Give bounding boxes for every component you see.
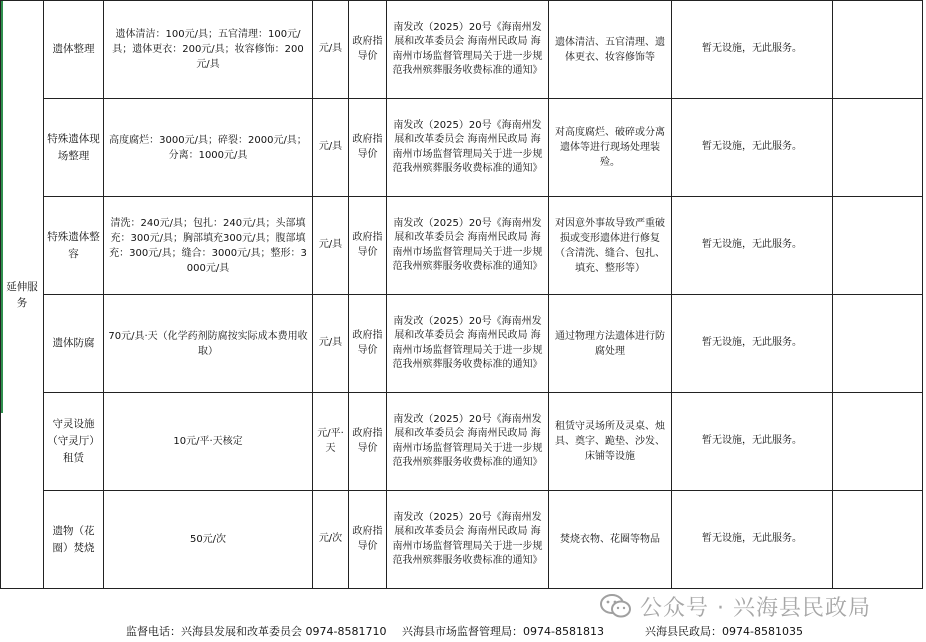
price-standard: 50元/次 <box>104 491 313 589</box>
table-row <box>1 491 923 589</box>
extra-cell <box>833 99 923 197</box>
price-unit: 元/具 <box>313 99 349 197</box>
table-row <box>1 1 923 99</box>
service-name: 特殊遗体整容 <box>44 197 104 295</box>
service-remark: 暂无设施，无此服务。 <box>672 491 833 589</box>
price-standard: 清洗：240元/具；包扎：240元/具；头部填充：300元/具；胸部填充300元/具；腹部填充：300元/具；缝合：3000元/具；整形：3000元/具 <box>104 197 313 295</box>
service-remark: 暂无设施，无此服务。 <box>672 393 833 491</box>
price-standard: 高度腐烂：3000元/具；碎裂：2000元/具；分离：1000元/具 <box>104 99 313 197</box>
pricing-mode: 政府指导价 <box>349 1 387 99</box>
footer-phone-ndrc: 监督电话：兴海县发展和改革委员会 0974-8581710 <box>126 625 387 638</box>
extra-cell <box>833 197 923 295</box>
pricing-basis: 南发改（2025）20号《海南州发展和改革委员会 海南州民政局 海南州市场监督管理局关于进一步规范我州殡葬服务收费标准的通知》 <box>387 197 549 295</box>
service-content: 对因意外事故导致严重破损或变形遗体进行修复（含清洗、缝合、包扎、填充、整形等） <box>549 197 672 295</box>
service-name: 遗物（花圈）焚烧 <box>44 491 104 589</box>
footer-phone-civil-affairs: 兴海县民政局：0974-8581035 <box>645 625 803 638</box>
price-unit: 元/具 <box>313 197 349 295</box>
price-unit: 元/具 <box>313 295 349 393</box>
pricing-mode: 政府指导价 <box>349 393 387 491</box>
pricing-mode: 政府指导价 <box>349 197 387 295</box>
pricing-mode: 政府指导价 <box>349 491 387 589</box>
price-unit: 元/平·天 <box>313 393 349 491</box>
service-remark: 暂无设施，无此服务。 <box>672 295 833 393</box>
watermark-text: 公众号 · 兴海县民政局 <box>640 595 871 621</box>
price-standard: 10元/平·天核定 <box>104 393 313 491</box>
extra-cell <box>833 1 923 99</box>
pricing-basis: 南发改（2025）20号《海南州发展和改革委员会 海南州民政局 海南州市场监督管理局关于进一步规范我州殡葬服务收费标准的通知》 <box>387 295 549 393</box>
service-name: 遗体整理 <box>44 1 104 99</box>
service-name: 特殊遗体现场整理 <box>44 99 104 197</box>
extra-cell <box>833 295 923 393</box>
price-standard: 遗体清洁：100元/具；五官清理：100元/具；遗体更衣：200元/具；妆容修饰：200元/具 <box>104 1 313 99</box>
service-name: 守灵设施（守灵厅）租赁 <box>44 393 104 491</box>
service-remark: 暂无设施，无此服务。 <box>672 99 833 197</box>
price-unit: 元/具 <box>313 1 349 99</box>
table-row <box>1 99 923 197</box>
extra-cell <box>833 393 923 491</box>
pricing-basis: 南发改（2025）20号《海南州发展和改革委员会 海南州民政局 海南州市场监督管理局关于进一步规范我州殡葬服务收费标准的通知》 <box>387 99 549 197</box>
service-remark: 暂无设施，无此服务。 <box>672 1 833 99</box>
pricing-basis: 南发改（2025）20号《海南州发展和改革委员会 海南州民政局 海南州市场监督管理局关于进一步规范我州殡葬服务收费标准的通知》 <box>387 1 549 99</box>
price-standard: 70元/具·天（化学药剂防腐按实际成本费用收取） <box>104 295 313 393</box>
category-cell: 延伸服务 <box>1 1 44 589</box>
pricing-basis: 南发改（2025）20号《海南州发展和改革委员会 海南州民政局 海南州市场监督管理局关于进一步规范我州殡葬服务收费标准的通知》 <box>387 491 549 589</box>
fee-table-body <box>1 1 923 589</box>
table-row <box>1 197 923 295</box>
service-content: 遗体清洁、五官清理、遗体更衣、妆容修饰等 <box>549 1 672 99</box>
price-unit: 元/次 <box>313 491 349 589</box>
extra-cell <box>833 491 923 589</box>
table-row <box>1 295 923 393</box>
pricing-mode: 政府指导价 <box>349 99 387 197</box>
watermark <box>600 589 920 623</box>
pricing-basis: 南发改（2025）20号《海南州发展和改革委员会 海南州民政局 海南州市场监督管理局关于进一步规范我州殡葬服务收费标准的通知》 <box>387 393 549 491</box>
wechat-icon <box>600 593 632 619</box>
pricing-mode: 政府指导价 <box>349 295 387 393</box>
service-content: 对高度腐烂、破碎或分离遗体等进行现场处理装殓。 <box>549 99 672 197</box>
service-content: 通过物理方法遗体进行防腐处理 <box>549 295 672 393</box>
footer-phone-samr: 兴海县市场监督管理局：0974-8581813 <box>402 625 604 638</box>
service-name: 遗体防腐 <box>44 295 104 393</box>
table-row <box>1 393 923 491</box>
service-remark: 暂无设施，无此服务。 <box>672 197 833 295</box>
service-content: 租赁守灵场所及灵桌、烛具、奠字、跪垫、沙发、床铺等设施 <box>549 393 672 491</box>
service-content: 焚烧衣物、花圈等物品 <box>549 491 672 589</box>
